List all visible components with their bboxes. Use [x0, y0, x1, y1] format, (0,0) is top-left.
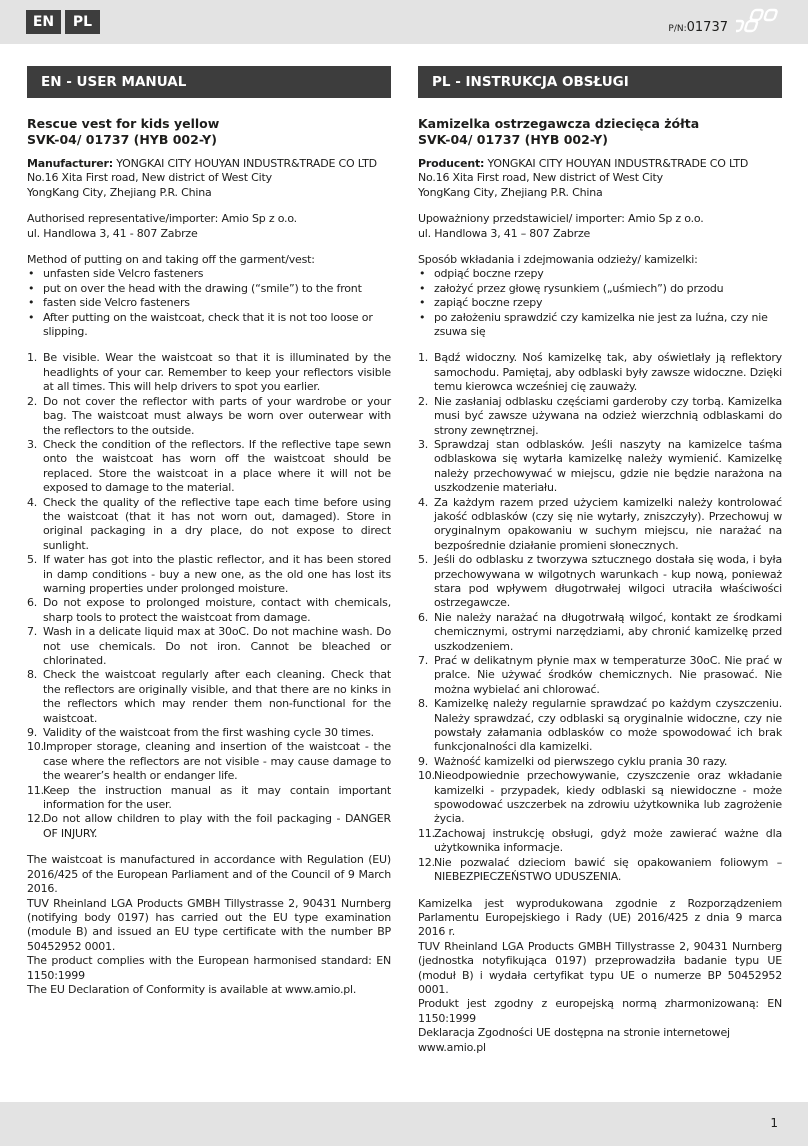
product-code-en: SVK-04/ 01737 (HYB 002-Y)	[27, 132, 217, 147]
list-item	[27, 351, 391, 394]
item-text: Nieodpowiednie przechowywanie, czyszczenie oraz wkładanie kamizelki - przypadek, kiedy odblaski są niewidoczne - może spowodować uszczerbek na zdrowiu użytkownika lub zagrożenie życia.	[434, 769, 782, 826]
item-text: Do not allow children to play with the foil packaging - DANGER OF INJURY.	[43, 812, 391, 840]
list-item	[418, 654, 782, 697]
item-number: 6.	[418, 610, 429, 624]
address-line1-en: No.16 Xita First road, New district of West City	[27, 171, 272, 185]
item-text: If water has got into the plastic reflector, and it has been stored in damp conditions - buy a new one, as the old one has lost its warning properties under prolonged moisture.	[43, 553, 391, 595]
item-number: 1.	[418, 351, 429, 365]
manufacturer-en	[27, 157, 391, 171]
list-item	[27, 438, 391, 496]
list-item	[27, 668, 391, 726]
representative-pl: Upoważniony przedstawiciel/ importer: Amio Sp z o.o.	[418, 212, 704, 226]
item-text: Prać w delikatnym płynie max w temperaturze 30oC. Nie prać w pralce. Nie używać środków chemicznych. Nie prasować. Nie można wybielać ani chlorować.	[434, 654, 782, 696]
product-code-pl: SVK-04/ 01737 (HYB 002-Y)	[418, 132, 608, 147]
item-number: 5.	[27, 553, 38, 567]
declaration-text-en: The EU Declaration of Conformity is available at www.amio.pl.	[27, 982, 357, 996]
polish-column	[418, 66, 782, 1055]
representative-en: Authorised representative/importer: Amio Sp z o.o.	[27, 212, 297, 226]
item-number: 6.	[27, 596, 38, 610]
item-text: Sprawdzaj stan odblasków. Jeśli naszyty na kamizelce taśma odblaskowa się wytarła kamizelkę należy wymienić. Kamizelkę należy przechowywać w miejscu, gdzie nie będzie narażona na uszkodzenie materiału.	[434, 437, 782, 495]
item-number: 12.	[418, 855, 435, 869]
item-number: 11.	[27, 783, 44, 797]
item-number: 7.	[27, 625, 38, 639]
item-text: Do not cover the reflector with parts of your wardrobe or your bag. The waistcoat must always be worn over outerwear with the reflectors to the outside.	[43, 394, 391, 437]
list-item	[418, 438, 782, 496]
item-number: 7.	[418, 654, 429, 667]
item-text: Za każdym razem przed użyciem kamizelki należy kontrolować jakość odblasków (czy się nie wytarły, zniszczyły). Przechowuj w oryginalnym opakowaniu w suchym miejscu, nie narażać na bezpośrednie działanie promieni słonecznych.	[434, 495, 782, 552]
part-number-prefix: P/N:	[668, 24, 687, 34]
item-number: 3.	[27, 437, 38, 451]
bullet-list-en	[27, 267, 391, 339]
item-text: Check the quality of the reflective tape each time before using the waistcoat (that it has not worn out, damaged). Store in original packaging in a dry place, do not expose to direct sunlight.	[43, 495, 391, 552]
list-item: • odpiąć boczne rzepy	[418, 267, 782, 281]
list-item	[27, 726, 391, 740]
list-item	[418, 697, 782, 755]
item-text: Do not expose to prolonged moisture, contact with chemicals, sharp tools to protect the waistcoat from damage.	[43, 596, 391, 624]
language-tab-en: EN	[26, 10, 61, 34]
manufacturer-label-en: Manufacturer:	[27, 157, 113, 170]
address-line1-pl: No.16 Xita First road, New district of West City	[418, 171, 663, 185]
declaration-text-pl: Deklaracja Zgodności UE dostępna na stronie internetowej www.amio.pl	[418, 1026, 730, 1054]
method-intro-en: Method of putting on and taking off the garment/vest:	[27, 253, 315, 267]
representative-address-pl: ul. Handlowa 3, 41 – 807 Zabrze	[418, 226, 591, 240]
item-number: 9.	[27, 726, 38, 740]
item-text: Keep the instruction manual as it may contain important information for the user.	[43, 783, 391, 812]
item-text: Ważność kamizelki od pierwszego cyklu prania 30 razy.	[434, 754, 728, 768]
list-item: • After putting on the waistcoat, check that it is not too loose or slipping.	[27, 311, 391, 340]
manufacturer-pl	[418, 157, 782, 171]
language-tab-pl: PL	[65, 10, 100, 34]
regulation-text-en: The waistcoat is manufactured in accordance with Regulation (EU) 2016/425 of the European Parliament and of the Council of 9 March 2016.	[27, 853, 391, 896]
list-item: • unfasten side Velcro fasteners	[27, 267, 391, 281]
body-pl	[418, 157, 782, 1055]
item-text: Nie pozwalać dzieciom bawić się opakowaniem foliowym – NIEBEZPIECZEŃSTWO UDUSZENIA.	[434, 855, 782, 884]
item-text: Kamizelkę należy regularnie sprawdzać po każdym czyszczeniu. Należy sprawdzać, czy odblaski są oryginalnie widoczne, czy nie powstały załamania odblasków co może spowodować ich brak funkcjonalności dla kamizelki.	[434, 697, 782, 754]
representative-address-en: ul. Handlowa 3, 41 - 807 Zabrze	[27, 226, 198, 240]
address-line2-pl: YongKang City, Zhejiang P.R. China	[418, 185, 603, 199]
item-number: 5.	[418, 553, 429, 567]
list-item	[27, 625, 391, 668]
item-text: Nie należy narażać na długotrwałą wilgoć, kontakt ze środkami chemicznymi, ostrymi narzędziami, aby chronić kamizelkę przed uszkodzeniem.	[434, 610, 782, 653]
item-number: 10.	[418, 769, 435, 783]
list-item: • fasten side Velcro fasteners	[27, 296, 391, 310]
item-text: Jeśli do odblasku z tworzywa sztucznego dostała się woda, i była przechowywana w wilgotnych warunkach - kup nową, ponieważ stara pod wpływem długotrwałej wilgoci utraciła właściwości ostrzegawcze.	[434, 553, 782, 610]
product-title-en	[27, 116, 391, 148]
standard-text-pl: Produkt jest zgodny z europejską normą zharmonizowaną: EN 1150:1999	[418, 997, 782, 1025]
list-item	[27, 496, 391, 554]
top-bar	[0, 0, 808, 44]
list-item	[418, 553, 782, 611]
item-text: Bądź widoczny. Noś kamizelkę tak, aby oświetlały ją reflektory samochodu. Pamiętaj, aby odblaski były zawsze widoczne. Dzięki temu kierowca wcześniej cię zauważy.	[434, 351, 782, 394]
list-item	[27, 784, 391, 813]
list-item	[418, 856, 782, 885]
part-number-value: 01737	[686, 20, 728, 35]
item-number: 4.	[27, 495, 38, 509]
list-item: • po założeniu sprawdzić czy kamizelka nie jest za luźna, czy nie zsuwa się	[418, 311, 782, 340]
amio-logo-icon	[736, 8, 782, 36]
item-text: Be visible. Wear the waistcoat so that it is illuminated by the headlights of your car. Remember to keep your reflectors visible at all times. This will help drivers to spot you earlier.	[43, 351, 391, 394]
part-number	[668, 20, 728, 35]
list-item	[27, 395, 391, 438]
list-item	[27, 553, 391, 596]
list-item	[27, 596, 391, 625]
manufacturer-label-pl: Producent:	[418, 157, 485, 170]
section-banner-en: EN - USER MANUAL	[27, 66, 391, 98]
certification-text-pl: TUV Rheinland LGA Products GMBH Tillystrasse 2, 90431 Nurnberg (jednostka notyfikująca 0197) przeprowadziła badanie typu UE (moduł B) i wydała certyfikat typu UE o numerze BP 50452952 0001.	[418, 939, 782, 996]
item-text: Check the waistcoat regularly after each cleaning. Check that the reflectors are originally visible, and that there are no kinks in the reflectors which may render them non-functional for the waistcoat.	[43, 668, 391, 725]
list-item	[418, 827, 782, 856]
product-title-pl	[418, 116, 782, 148]
item-text: Nie zasłaniaj odblasku częściami garderoby czy torbą. Kamizelka musi być zawsze używana na odzież wierzchnią odblaskami do strony zewnętrznej.	[434, 394, 782, 437]
section-banner-pl: PL - INSTRUKCJA OBSŁUGI	[418, 66, 782, 98]
numbered-list-en	[27, 351, 391, 841]
english-column	[27, 66, 391, 997]
footer-bar	[0, 1102, 808, 1146]
list-item: • put on over the head with the drawing (“smile”) to the front	[27, 282, 391, 296]
list-item	[418, 611, 782, 654]
item-number: 12.	[27, 812, 44, 826]
body-en	[27, 157, 391, 997]
list-item: • założyć przez głowę rysunkiem („uśmiech”) do przodu	[418, 282, 782, 296]
list-item	[418, 769, 782, 827]
method-intro-pl: Sposób wkładania i zdejmowania odzieży/ kamizelki:	[418, 253, 698, 267]
item-number: 2.	[27, 394, 38, 408]
standard-text-en: The product complies with the European harmonised standard: EN 1150:1999	[27, 954, 391, 982]
item-text: Zachowaj instrukcję obsługi, gdyż może zawierać ważne dla użytkownika informacje.	[434, 826, 782, 855]
list-item	[27, 740, 391, 783]
manufacturer-name-pl: YONGKAI CITY HOUYAN INDUSTR&TRADE CO LTD	[487, 157, 749, 170]
bullet-list-pl	[418, 267, 782, 339]
item-number: 2.	[418, 394, 429, 408]
item-text: Validity of the waistcoat from the first washing cycle 30 times.	[43, 726, 374, 740]
item-number: 10.	[27, 740, 44, 754]
item-number: 9.	[418, 754, 429, 768]
item-text: Check the condition of the reflectors. If the reflective tape sewn onto the waistcoat has worn off the waistcoat should be replaced. Store the waistcoat in a place where it will not be exposed to damage to the material.	[43, 437, 391, 495]
item-number: 1.	[27, 351, 38, 365]
list-item	[418, 395, 782, 438]
manufacturer-name-en: YONGKAI CITY HOUYAN INDUSTR&TRADE CO LTD	[116, 157, 377, 170]
item-number: 8.	[27, 668, 38, 682]
product-name-pl: Kamizelka ostrzegawcza dziecięca żółta	[418, 116, 700, 131]
item-text: Wash in a delicate liquid max at 30oC. Do not machine wash. Do not use chemicals. Do not iron. Cannot be bleached or chlorinated.	[43, 625, 391, 667]
list-item	[418, 755, 782, 769]
list-item	[418, 351, 782, 394]
item-number: 3.	[418, 437, 429, 451]
list-item	[27, 812, 391, 841]
numbered-list-pl	[418, 351, 782, 884]
certification-text-en: TUV Rheinland LGA Products GMBH Tillystrasse 2, 90431 Nurnberg (notifying body 0197) has carried out the EU type examination (module B) and issued an EU type certificate with the number BP 50452952 0001.	[27, 896, 391, 953]
page-number: 1	[770, 1116, 778, 1130]
list-item	[418, 496, 782, 554]
list-item: • zapiąć boczne rzepy	[418, 296, 782, 310]
item-number: 4.	[418, 495, 429, 509]
product-name-en: Rescue vest for kids yellow	[27, 116, 220, 131]
regulation-text-pl: Kamizelka jest wyprodukowana zgodnie z Rozporządzeniem Parlamentu Europejskiego i Rady (UE) 2016/425 z dnia 9 marca 2016 r.	[418, 896, 782, 939]
item-number: 8.	[418, 697, 429, 711]
address-line2-en: YongKang City, Zhejiang P.R. China	[27, 185, 212, 199]
item-text: Improper storage, cleaning and insertion of the waistcoat - the case where the reflectors are not visible - may cause damage to the wearer’s health or endanger life.	[43, 740, 391, 783]
item-number: 11.	[418, 826, 435, 840]
